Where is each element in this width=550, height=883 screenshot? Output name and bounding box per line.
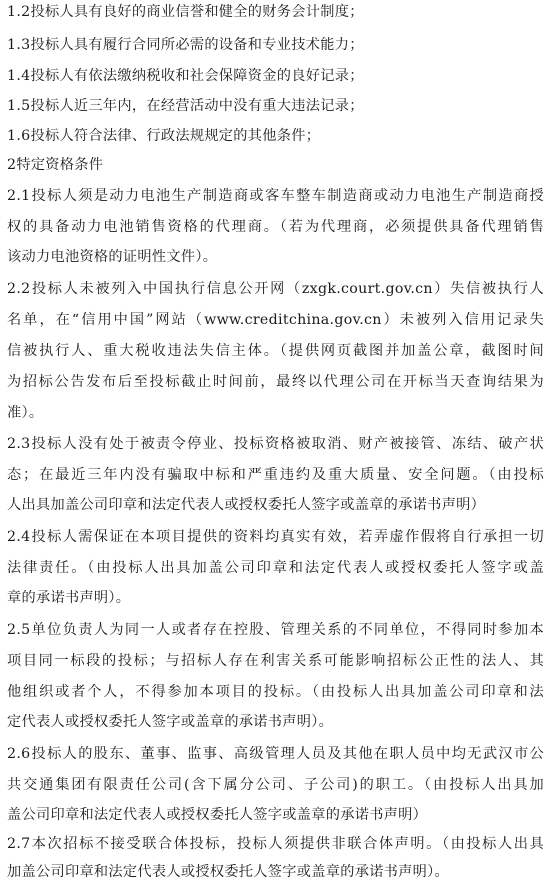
section-heading: 2特定资格条件 [7,157,104,173]
clause-2-6-line-2: 共交通集团有限责任公司(含下属分公司、子公司)的职工。（由投标人出具加 [7,777,544,793]
clause-2-4-line-3: 章的承诺书声明）。 [7,590,131,606]
clause-1-5: 1.5投标人近三年内，在经营活动中没有重大违法记录； [7,98,364,114]
clause-2-7-line-2: 加盖公司印章和法定代表人或授权委托人签字或盖章的承诺书声明）。 [7,864,450,880]
clause-2-3-line-1: 2.3投标人没有处于被责令停业、投标资格被取消、财产被接管、冻结、破产状 [7,436,544,452]
clause-1-2: 1.2投标人具有良好的商业信誉和健全的财务会计制度； [7,4,364,20]
clause-2-1-line-1: 2.1投标人须是动力电池生产制造商或客车整车制造商或动力电池生产制造商授 [7,188,544,204]
clause-1-3: 1.3投标人具有履行合同所必需的设备和专业技术能力； [7,37,364,53]
clause-1-4: 1.4投标人有依法缴纳税收和社会保障资金的良好记录； [7,68,364,84]
clause-2-4-line-2: 法律责任。（由投标人出具加盖公司印章和法定代表人或授权委托人签字或盖 [7,560,544,576]
clause-1-6: 1.6投标人符合法律、行政法规规定的其他条件； [7,128,321,144]
clause-2-2-line-3: 信被执行人、重大税收违法失信主体。（提供网页截图并加盖公章，截图时间 [7,343,544,359]
clause-2-3-line-3: 人出具加盖公司印章和法定代表人或授权委托人签字或盖章的承诺书声明） [7,497,486,513]
clause-2-2-line-4: 为招标公告发布后至投标截止时间前，最终以代理公司在开标当天查询结果为 [7,374,544,390]
clause-2-7-line-1: 2.7本次招标不接受联合体投标，投标人须提供非联合体声明。（由投标人出具 [7,836,544,852]
clause-2-2-line-2: 名单，在“信用中国”网站（www.creditchina.gov.cn）未被列入信用记录失 [7,312,544,328]
clause-2-5-line-4: 定代表人或授权委托人签字或盖章的承诺书声明）。 [7,714,334,730]
clause-2-6-line-3: 盖公司印章和法定代表人或授权委托人签字或盖章的承诺书声明） [7,807,428,823]
clause-2-3-line-2: 态；在最近三年内没有骗取中标和严重违约及重大质量、安全问题。（由投标 [7,467,544,483]
clause-2-6-line-1: 2.6投标人的股东、董事、监事、高级管理人员及其他在职人员中均无武汉市公 [7,746,544,762]
clause-2-5-line-2: 项目同一标段的投标；与招标人存在利害关系可能影响招标公正性的法人、其 [7,653,544,669]
clause-2-4-line-1: 2.4投标人需保证在本项目提供的资料均真实有效，若弄虚作假将自行承担一切 [7,529,544,545]
clause-2-2-line-1: 2.2投标人未被列入中国执行信息公开网（zxgk.court.gov.cn）失信被执行人 [7,281,544,297]
clause-2-1-line-3: 该动力电池资格的证明性文件）。 [7,249,218,265]
clause-2-5-line-3: 他组织或者个人，不得参加本项目的投标。（由投标人出具加盖公司印章和法 [7,684,544,700]
clause-2-5-line-1: 2.5单位负责人为同一人或者存在控股、管理关系的不同单位，不得同时参加本 [7,622,544,638]
clause-2-2-line-5: 准）。 [7,405,44,421]
clause-2-1-line-2: 权的具备动力电池销售资格的代理商。（若为代理商，必须提供具备代理销售 [7,219,544,235]
